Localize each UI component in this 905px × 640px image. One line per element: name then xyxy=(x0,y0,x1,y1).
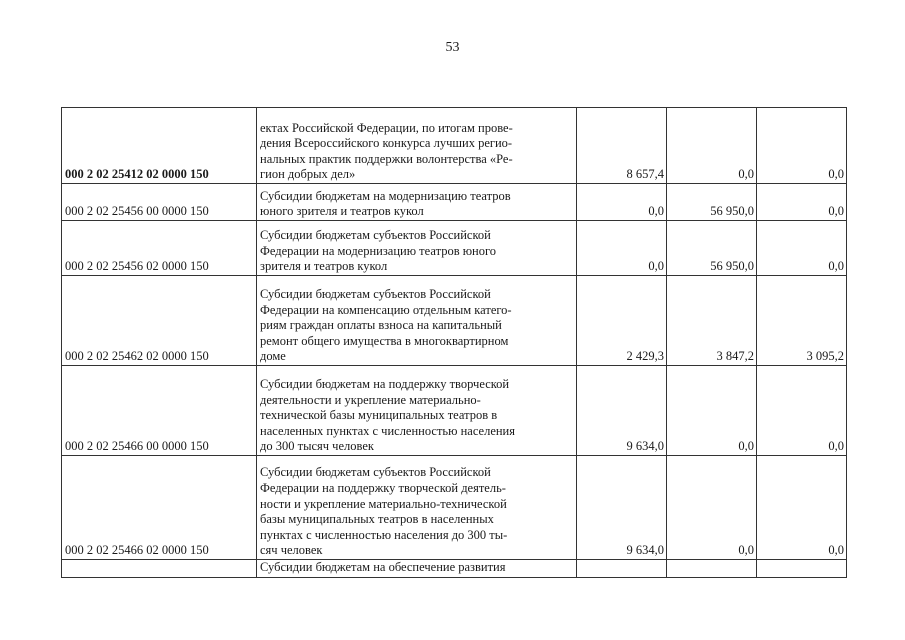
budget-item-name: ектах Российской Федерации, по итогам прове- дения Всероссийского конкурса лучших регио- нальных практик поддержки волонтерства «Ре- гион добрых дел» xyxy=(257,108,577,184)
value-col-2: 56 950,0 xyxy=(667,184,757,221)
value-col-2: 3 847,2 xyxy=(667,276,757,366)
budget-item-name: Субсидии бюджетам на поддержку творческой деятельности и укрепление материально- технической базы муниципальных театров в населенных пунктах с численностью населения до 300 тысяч человек xyxy=(257,366,577,456)
budget-item-name: Субсидии бюджетам субъектов Российской Федерации на модернизацию театров юного зрителя и театров кукол xyxy=(257,221,577,276)
budget-code: 000 2 02 25456 02 0000 150 xyxy=(62,221,257,276)
budget-item-name: Субсидии бюджетам субъектов Российской Федерации на компенсацию отдельным катего- риям граждан оплаты взноса на капитальный ремонт общего имущества в многоквартирном доме xyxy=(257,276,577,366)
table-row xyxy=(62,276,847,366)
budget-code: 000 2 02 25466 00 0000 150 xyxy=(62,366,257,456)
budget-item-name: Субсидии бюджетам на модернизацию театров юного зрителя и театров кукол xyxy=(257,184,577,221)
budget-item-name: Субсидии бюджетам на обеспечение развития xyxy=(257,560,577,578)
value-col-1: 9 634,0 xyxy=(577,456,667,560)
budget-code: 000 2 02 25412 02 0000 150 xyxy=(62,108,257,184)
value-col-3: 3 095,2 xyxy=(757,276,847,366)
value-col-2 xyxy=(667,560,757,578)
budget-code: 000 2 02 25456 00 0000 150 xyxy=(62,184,257,221)
value-col-2: 0,0 xyxy=(667,108,757,184)
table-row xyxy=(62,560,847,578)
table-row xyxy=(62,221,847,276)
value-col-3: 0,0 xyxy=(757,456,847,560)
value-col-2: 56 950,0 xyxy=(667,221,757,276)
value-col-3: 0,0 xyxy=(757,366,847,456)
table-row xyxy=(62,366,847,456)
budget-code: 000 2 02 25466 02 0000 150 xyxy=(62,456,257,560)
budget-code xyxy=(62,560,257,578)
value-col-3: 0,0 xyxy=(757,108,847,184)
budget-table xyxy=(61,107,847,578)
budget-item-name: Субсидии бюджетам субъектов Российской Федерации на поддержку творческой деятель- ности и укрепление материально-технической базы муниципальных театров в населенных пунктах с численностью населения до 300 ты- сяч человек xyxy=(257,456,577,560)
budget-code: 000 2 02 25462 02 0000 150 xyxy=(62,276,257,366)
page-number: 53 xyxy=(445,40,460,55)
value-col-1 xyxy=(577,560,667,578)
value-col-2: 0,0 xyxy=(667,366,757,456)
value-col-3 xyxy=(757,560,847,578)
table-row xyxy=(62,456,847,560)
value-col-3: 0,0 xyxy=(757,184,847,221)
value-col-3: 0,0 xyxy=(757,221,847,276)
table-row xyxy=(62,108,847,184)
value-col-1: 0,0 xyxy=(577,221,667,276)
value-col-1: 9 634,0 xyxy=(577,366,667,456)
value-col-1: 2 429,3 xyxy=(577,276,667,366)
table-row xyxy=(62,184,847,221)
value-col-1: 0,0 xyxy=(577,184,667,221)
value-col-1: 8 657,4 xyxy=(577,108,667,184)
value-col-2: 0,0 xyxy=(667,456,757,560)
